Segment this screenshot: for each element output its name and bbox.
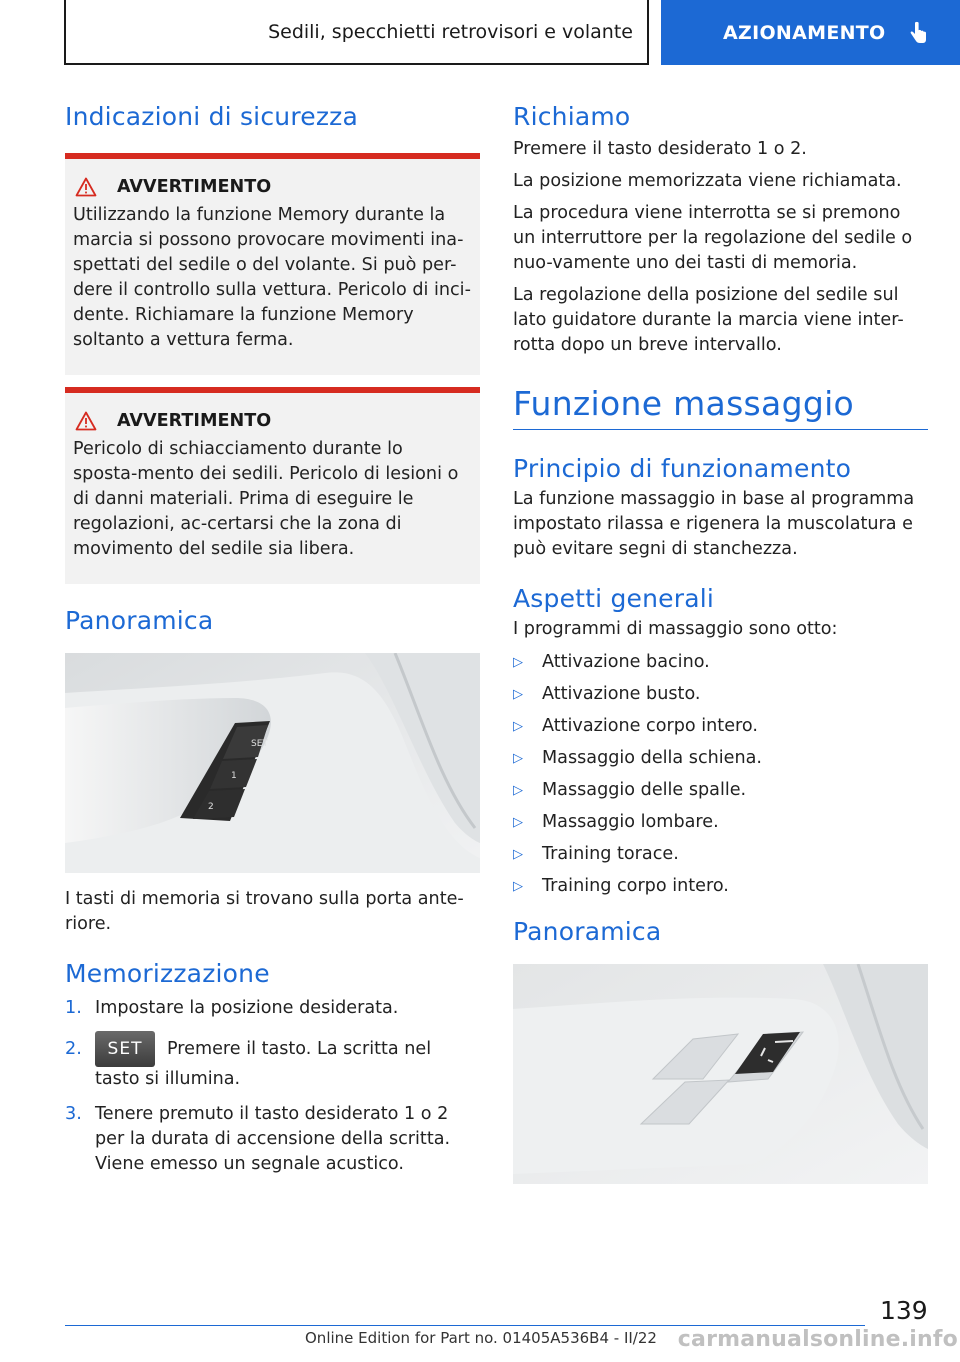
triangle-bullet-icon: ▷ [513,751,523,766]
program-label: Training corpo intero. [542,876,729,896]
right-column [513,96,928,1184]
door-panel-illustration [65,653,480,873]
program-label: Massaggio della schiena. [542,748,763,768]
massage-programs-list [513,650,928,899]
triangle-bullet-icon: ▷ [513,719,523,734]
warning-box-1 [65,153,480,375]
step-number: 2. [65,1039,82,1059]
header-section-title: Sedili, specchietti retrovisori e volante [268,20,633,43]
list-item [513,778,928,803]
header-chapter [661,0,960,65]
memory-key-label: 2 [208,802,214,812]
triangle-bullet-icon: ▷ [513,815,523,830]
overview-heading: Panoramica [65,606,214,635]
list-item [65,1102,480,1177]
massage-button-photo [513,964,928,1184]
principle-heading: Principio di funzionamento [513,454,852,483]
warning-text: Utilizzando la funzione Memory durante la marcia si possono provocare movimenti ina-spettati del sedile o del volante. Si può per-dere il controllo sulla vettura. Pericolo di inci-dente. Richiamare la funzione Memory soltanto a vettura ferma. [73,205,471,350]
warning-title: AVVERTIMENTO [117,411,272,431]
photo-caption: I tasti di memoria si trovano sulla porta ante-riore. [65,889,464,934]
list-item [513,714,928,739]
recall-paragraph: La regolazione della posizione del sedile sul lato guidatore durante la marcia viene inter-rotta dopo un breve intervallo. [513,285,904,355]
program-label: Massaggio lombare. [542,812,719,832]
step-text: Impostare la posizione desiderata. [95,998,399,1018]
seat-panel-illustration [513,964,928,1184]
warning-triangle-icon [75,177,97,197]
general-intro: I programmi di massaggio sono otto: [513,619,838,639]
footer-edition: Online Edition for Part no. 01405A536B4 - II/22 [305,1329,657,1347]
list-item [513,682,928,707]
recall-paragraph: Premere il tasto desiderato 1 o 2. [513,139,807,159]
step-number: 1. [65,998,82,1018]
triangle-bullet-icon: ▷ [513,783,523,798]
memorize-heading: Memorizzazione [65,959,270,988]
program-label: Attivazione bacino. [542,652,710,672]
recall-paragraph: La posizione memorizzata viene richiamata. [513,171,902,191]
overview-heading: Panoramica [513,917,662,946]
list-item [65,1031,480,1092]
header-section [64,0,649,65]
watermark: carmanualsonline.info [677,1327,958,1352]
list-item [513,650,928,675]
left-column [65,96,480,1187]
list-item [513,810,928,835]
program-label: Attivazione corpo intero. [542,716,758,736]
warning-title: AVVERTIMENTO [117,177,272,197]
memorize-steps [65,996,480,1177]
footer-divider [65,1325,865,1326]
header-chapter-title: AZIONAMENTO [723,21,886,44]
general-heading: Aspetti generali [513,584,715,613]
warning-box-2 [65,387,480,584]
triangle-bullet-icon: ▷ [513,879,523,894]
memory-key-label: SET [251,739,268,749]
list-item [513,842,928,867]
page-number: 139 [880,1296,928,1325]
program-label: Attivazione busto. [542,684,701,704]
list-item [513,874,928,899]
safety-heading: Indicazioni di sicurezza [65,102,358,131]
memory-key-label: 1 [231,771,237,781]
warning-triangle-icon [75,411,97,431]
triangle-bullet-icon: ▷ [513,655,523,670]
step-number: 3. [65,1104,82,1124]
massage-heading-block [513,384,928,430]
massage-heading: Funzione massaggio [513,384,855,423]
list-item [513,746,928,771]
list-item [65,996,480,1021]
set-key-icon: SET [95,1031,155,1067]
recall-heading: Richiamo [513,102,631,131]
triangle-bullet-icon: ▷ [513,847,523,862]
step-text: Tenere premuto il tasto desiderato 1 o 2 per la durata di accensione della scritta. Viene emesso un segnale acustico. [95,1104,451,1174]
step-text: Premere il tasto. La scritta nel tasto si illumina. [95,1039,432,1089]
warning-text: Pericolo di schiacciamento durante lo sposta-mento dei sedili. Pericolo di lesioni o di danni materiali. Prima di eseguire le regolazioni, ac-certarsi che la zona di movimento del sedile sia libera. [73,439,459,559]
principle-text: La funzione massaggio in base al programma impostato rilassa e rigenera la muscolatura e può evitare segni di stanchezza. [513,489,915,559]
triangle-bullet-icon: ▷ [513,687,523,702]
memory-buttons-photo [65,653,480,873]
program-label: Massaggio delle spalle. [542,780,747,800]
hand-pointer-icon [908,21,928,45]
recall-paragraph: La procedura viene interrotta se si premono un interruttore per la regolazione del sedile o nuo-vamente uno dei tasti di memoria. [513,203,913,273]
program-label: Training torace. [542,844,679,864]
